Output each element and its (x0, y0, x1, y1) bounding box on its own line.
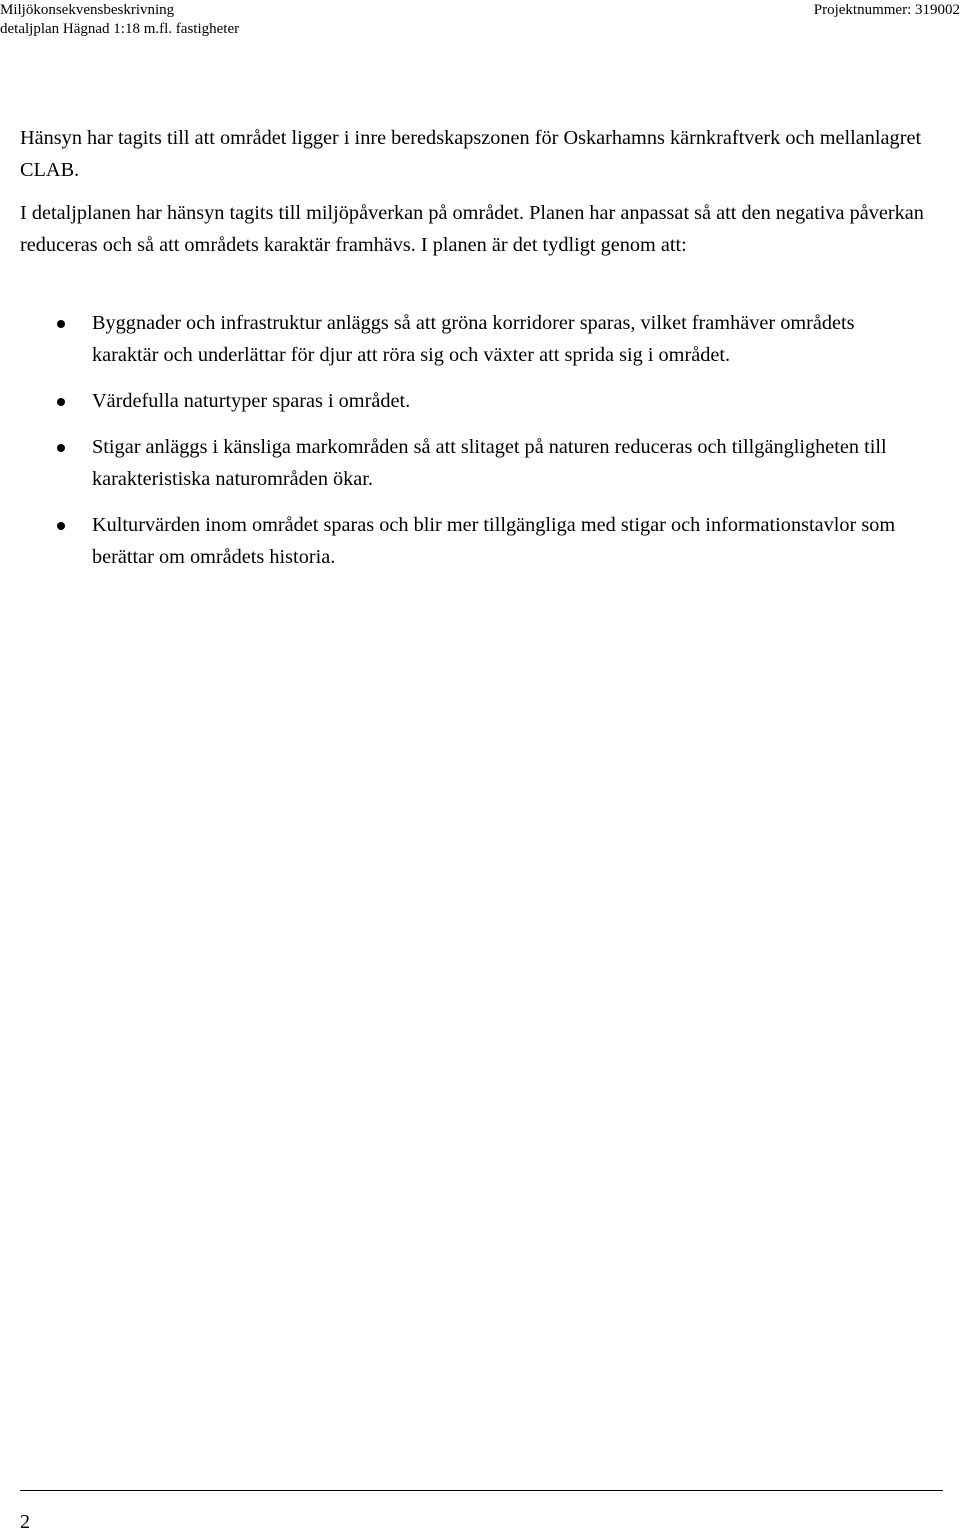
list-item (0, 307, 960, 371)
page-number: 2 (20, 1511, 30, 1533)
paragraph-safety-zone: Hänsyn har tagits till att området ligger i inre beredskapszonen för Oskarhamns kärnkraftverk och mellanlagret CLAB. (20, 127, 922, 181)
list-item-text: Kulturvärden inom området sparas och blir mer tillgängliga med stigar och informationstavlor som berättar om områdets historia. (92, 514, 896, 568)
list-item (0, 509, 960, 573)
bullet-icon (57, 320, 65, 328)
measures-list (0, 307, 960, 587)
project-number: Projektnummer: 319002 (813, 2, 960, 18)
footer-divider (20, 1490, 943, 1491)
paragraph-environmental-impact: I detaljplanen har hänsyn tagits till miljöpåverkan på området. Planen har anpassat så att den negativa påverkan reduceras och så att områdets karaktär framhävs. I planen är det tydligt genom att: (20, 202, 924, 256)
list-item (0, 385, 960, 417)
bullet-icon (57, 398, 65, 406)
document-title: Miljökonsekvensbeskrivning (0, 2, 175, 18)
list-item-text: Värdefulla naturtyper sparas i området. (92, 390, 411, 412)
list-item-text: Stigar anläggs i känsliga markområden så att slitaget på naturen reduceras och tillgängligheten till karakteristiska naturområden ökar. (92, 436, 887, 490)
bullet-icon (57, 522, 65, 530)
list-item-text: Byggnader och infrastruktur anläggs så att gröna korridorer sparas, vilket framhäver områdets karaktär och underlättar för djur att röra sig och växter att sprida sig i området. (92, 312, 855, 366)
list-item (0, 431, 960, 495)
document-subtitle: detaljplan Hägnad 1:18 m.fl. fastigheter (0, 21, 240, 37)
bullet-icon (57, 444, 65, 452)
